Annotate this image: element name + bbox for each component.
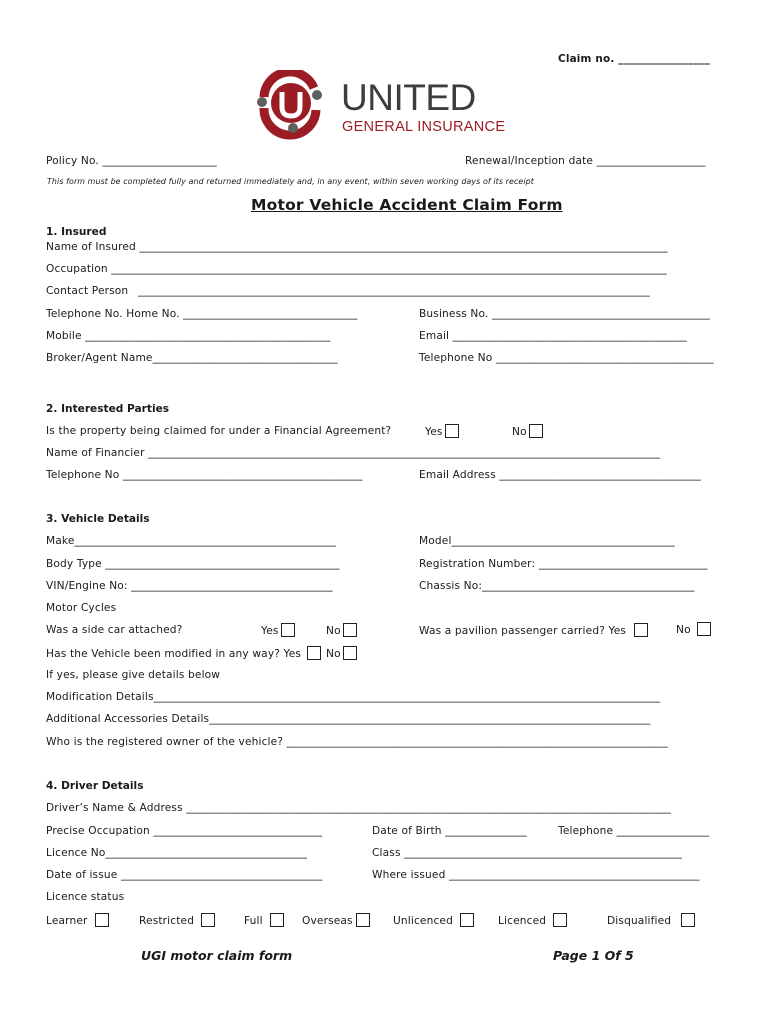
business-no-field[interactable]: Business No. ________________________________________ bbox=[419, 308, 710, 320]
chassis-field[interactable]: Chassis No:_______________________________________ bbox=[419, 580, 695, 592]
form-title: Motor Vehicle Accident Claim Form bbox=[251, 196, 563, 214]
side-car-no: No bbox=[326, 623, 357, 637]
licenced-checkbox[interactable] bbox=[553, 913, 567, 927]
status-licenced: Licenced bbox=[498, 913, 567, 927]
licence-no-field[interactable]: Licence No_____________________________________ bbox=[46, 847, 308, 859]
side-car-yes: Yes bbox=[261, 623, 295, 637]
modified-no-checkbox[interactable] bbox=[343, 646, 357, 660]
logo-mark-icon bbox=[257, 72, 322, 135]
financial-agreement-yes: Yes bbox=[425, 424, 459, 438]
financial-yes-checkbox[interactable] bbox=[445, 424, 459, 438]
notice-text: This form must be completed fully and returned immediately and, in any event, within seven working days of its receipt bbox=[47, 177, 534, 186]
make-field[interactable]: Make________________________________________________ bbox=[46, 535, 336, 547]
full-checkbox[interactable] bbox=[270, 913, 284, 927]
mobile-field[interactable]: Mobile _____________________________________________ bbox=[46, 330, 331, 342]
motor-cycles-label: Motor Cycles bbox=[46, 602, 117, 614]
section-interested-heading: 2. Interested Parties bbox=[46, 403, 170, 415]
date-of-issue-field[interactable]: Date of issue _____________________________________ bbox=[46, 869, 323, 881]
logo-general-text: GENERAL INSURANCE bbox=[342, 119, 506, 135]
where-issued-field[interactable]: Where issued ______________________________________________ bbox=[372, 869, 700, 881]
pavilion-no-checkbox[interactable] bbox=[697, 622, 711, 636]
if-yes-note: If yes, please give details below bbox=[46, 669, 221, 681]
contact-person-field[interactable]: ______________________________________________________________________________________________ bbox=[138, 285, 651, 297]
pavilion-no: No bbox=[676, 622, 711, 636]
section-driver-heading: 4. Driver Details bbox=[46, 780, 144, 792]
financier-email-field[interactable]: Email Address _____________________________________ bbox=[419, 469, 701, 481]
driver-telephone-field[interactable]: Telephone _________________ bbox=[558, 825, 710, 837]
status-restricted: Restricted bbox=[139, 913, 215, 927]
modified-yes-checkbox[interactable] bbox=[307, 646, 321, 660]
section-vehicle-heading: 3. Vehicle Details bbox=[46, 513, 150, 525]
status-learner: Learner bbox=[46, 913, 109, 927]
footer-form-name: UGI motor claim form bbox=[141, 948, 293, 963]
status-unlicenced: Unlicenced bbox=[393, 913, 474, 927]
side-car-no-checkbox[interactable] bbox=[343, 623, 357, 637]
financier-telephone-field[interactable]: Telephone No ____________________________________________ bbox=[46, 469, 363, 481]
claim-no-label[interactable]: Claim no. _________________ bbox=[558, 53, 711, 65]
telephone-home-field[interactable]: Telephone No. Home No. ________________________________ bbox=[46, 308, 358, 320]
modified-question: Has the Vehicle been modified in any way? Yes bbox=[46, 646, 321, 660]
model-field[interactable]: Model_________________________________________ bbox=[419, 535, 675, 547]
accessories-field[interactable]: Additional Accessories Details_________________________________________________________________________________ bbox=[46, 713, 651, 725]
registered-owner-field[interactable]: Who is the registered owner of the vehicle? ______________________________________________________________________ bbox=[46, 736, 668, 748]
occupation-field[interactable]: Occupation ______________________________________________________________________________________________________ bbox=[46, 263, 667, 275]
body-type-field[interactable]: Body Type ___________________________________________ bbox=[46, 558, 340, 570]
modified-no: No bbox=[326, 646, 357, 660]
financier-name-field[interactable]: Name of Financier ______________________________________________________________________________________________ bbox=[46, 447, 661, 459]
side-car-yes-checkbox[interactable] bbox=[281, 623, 295, 637]
pavilion-question: Was a pavilion passenger carried? Yes bbox=[419, 623, 648, 637]
unlicenced-checkbox[interactable] bbox=[460, 913, 474, 927]
driver-name-address-field[interactable]: Driver’s Name & Address _________________________________________________________________________________________ bbox=[46, 802, 672, 814]
learner-checkbox[interactable] bbox=[95, 913, 109, 927]
restricted-checkbox[interactable] bbox=[201, 913, 215, 927]
broker-telephone-field[interactable]: Telephone No ________________________________________ bbox=[419, 352, 714, 364]
section-insured-heading: 1. Insured bbox=[46, 226, 107, 238]
name-of-insured-field[interactable]: Name of Insured _________________________________________________________________________________________________ bbox=[46, 241, 668, 253]
email-field[interactable]: Email ___________________________________________ bbox=[419, 330, 687, 342]
status-disqualified: Disqualified bbox=[607, 913, 695, 927]
disqualified-checkbox[interactable] bbox=[681, 913, 695, 927]
modification-details-field[interactable]: Modification Details_____________________________________________________________________________________________ bbox=[46, 691, 661, 703]
pavilion-yes-checkbox[interactable] bbox=[634, 623, 648, 637]
financial-agreement-no: No bbox=[512, 424, 543, 438]
date-of-birth-field[interactable]: Date of Birth _______________ bbox=[372, 825, 527, 837]
logo-united-text: UNITED bbox=[341, 77, 476, 118]
overseas-checkbox[interactable] bbox=[356, 913, 370, 927]
policy-no-field[interactable]: Policy No. _____________________ bbox=[46, 155, 217, 167]
status-full: Full bbox=[244, 913, 284, 927]
vin-engine-field[interactable]: VIN/Engine No: _____________________________________ bbox=[46, 580, 333, 592]
financial-agreement-question: Is the property being claimed for under a Financial Agreement? bbox=[46, 425, 392, 437]
broker-agent-field[interactable]: Broker/Agent Name__________________________________ bbox=[46, 352, 338, 364]
contact-person-label: Contact Person bbox=[46, 285, 129, 297]
footer-page-number: Page 1 Of 5 bbox=[553, 948, 634, 963]
driver-occupation-field[interactable]: Precise Occupation _______________________________ bbox=[46, 825, 323, 837]
licence-class-field[interactable]: Class ___________________________________________________ bbox=[372, 847, 682, 859]
status-overseas: Overseas bbox=[302, 913, 370, 927]
side-car-question: Was a side car attached? bbox=[46, 624, 183, 636]
licence-status-label: Licence status bbox=[46, 891, 125, 903]
renewal-date-field[interactable]: Renewal/Inception date ____________________ bbox=[465, 155, 706, 167]
registration-field[interactable]: Registration Number: _______________________________ bbox=[419, 558, 708, 570]
united-general-insurance-logo bbox=[254, 70, 516, 140]
financial-no-checkbox[interactable] bbox=[529, 424, 543, 438]
